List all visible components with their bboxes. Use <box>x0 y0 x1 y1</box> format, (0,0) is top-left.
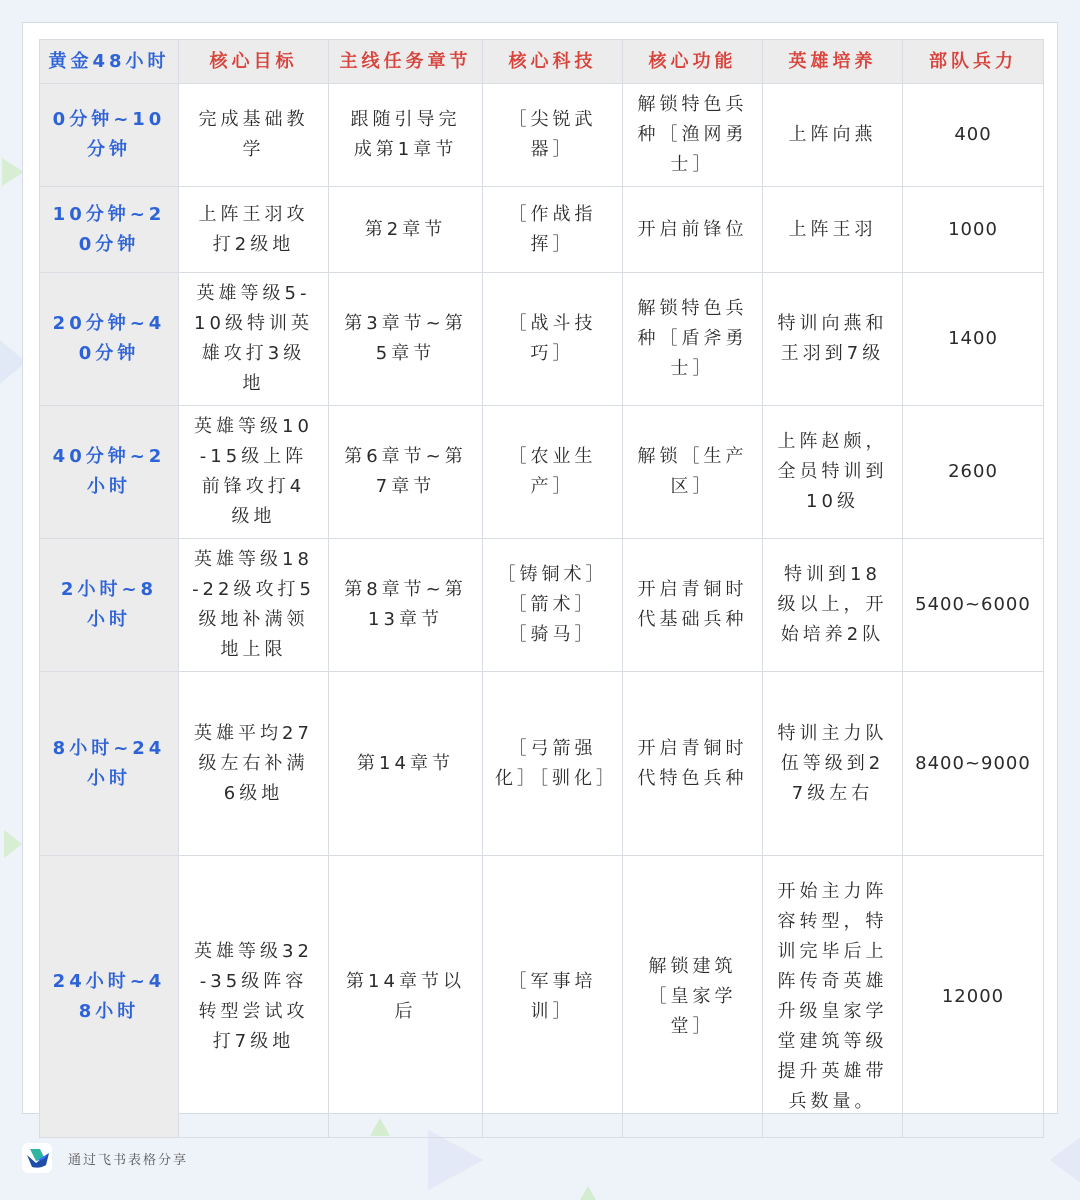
core-tech-cell: ［战斗技巧］ <box>483 273 623 406</box>
main-quest-cell: 第6章节~第7章节 <box>329 406 483 539</box>
table-row <box>40 539 1044 672</box>
main-quest-cell: 第14章节以后 <box>329 856 483 1138</box>
hero-training-cell: 特训主力队伍等级到27级左右 <box>763 672 903 856</box>
column-header-main-quest: 主线任务章节 <box>329 40 483 84</box>
troop-strength-cell: 5400~6000 <box>903 539 1044 672</box>
background-triangle-decoration <box>428 1130 484 1190</box>
time-cell: 0分钟~10分钟 <box>40 84 179 187</box>
troop-strength-cell: 12000 <box>903 856 1044 1138</box>
background-triangle-decoration <box>580 1186 596 1200</box>
core-function-cell: 解锁［生产区］ <box>623 406 763 539</box>
column-header-core-tech: 核心科技 <box>483 40 623 84</box>
hero-training-cell: 上阵向燕 <box>763 84 903 187</box>
hero-training-cell: 特训到18级以上，开始培养2队 <box>763 539 903 672</box>
feishu-logo-icon <box>22 1143 52 1173</box>
troop-strength-cell: 1000 <box>903 187 1044 273</box>
main-quest-cell: 第3章节~第5章节 <box>329 273 483 406</box>
time-cell: 24小时~48小时 <box>40 856 179 1138</box>
core-function-cell: 解锁特色兵种［渔网勇士］ <box>623 84 763 187</box>
main-quest-cell: 第14章节 <box>329 672 483 856</box>
core-function-cell: 解锁建筑［皇家学堂］ <box>623 856 763 1138</box>
hero-training-cell: 开始主力阵容转型，特训完毕后上阵传奇英雄升级皇家学堂建筑等级提升英雄带兵数量。 <box>763 856 903 1138</box>
background-triangle-decoration <box>4 830 22 858</box>
troop-strength-cell: 8400~9000 <box>903 672 1044 856</box>
core-goal-cell: 完成基础教学 <box>179 84 329 187</box>
core-function-cell: 开启前锋位 <box>623 187 763 273</box>
troop-strength-cell: 400 <box>903 84 1044 187</box>
core-goal-cell: 英雄平均27级左右补满6级地 <box>179 672 329 856</box>
background-triangle-decoration <box>2 158 24 186</box>
time-cell: 8小时~24小时 <box>40 672 179 856</box>
core-goal-cell: 英雄等级10-15级上阵前锋攻打4级地 <box>179 406 329 539</box>
time-cell: 2小时~8小时 <box>40 539 179 672</box>
column-header-hero-training: 英雄培养 <box>763 40 903 84</box>
table-row <box>40 273 1044 406</box>
core-goal-cell: 英雄等级5-10级特训英雄攻打3级地 <box>179 273 329 406</box>
main-quest-cell: 跟随引导完成第1章节 <box>329 84 483 187</box>
main-quest-cell: 第8章节~第13章节 <box>329 539 483 672</box>
share-via-feishu-text: 通过飞书表格分享 <box>68 1152 189 1168</box>
core-tech-cell: ［尖锐武器］ <box>483 84 623 187</box>
core-tech-cell: ［军事培训］ <box>483 856 623 1138</box>
hero-training-cell: 特训向燕和王羽到7级 <box>763 273 903 406</box>
table-header-row <box>40 40 1044 84</box>
shared-sheet-card <box>22 22 1058 1114</box>
troop-strength-cell: 1400 <box>903 273 1044 406</box>
core-function-cell: 开启青铜时代基础兵种 <box>623 539 763 672</box>
column-header-core-goal: 核心目标 <box>179 40 329 84</box>
table-row <box>40 672 1044 856</box>
golden-48-hours-table <box>39 39 1044 1138</box>
table-row <box>40 187 1044 273</box>
core-goal-cell: 英雄等级32-35级阵容转型尝试攻打7级地 <box>179 856 329 1138</box>
time-cell: 10分钟~20分钟 <box>40 187 179 273</box>
time-cell: 20分钟~40分钟 <box>40 273 179 406</box>
core-tech-cell: ［铸铜术］［箭术］［骑马］ <box>483 539 623 672</box>
hero-training-cell: 上阵王羽 <box>763 187 903 273</box>
hero-training-cell: 上阵赵颇，全员特训到10级 <box>763 406 903 539</box>
column-header-core-function: 核心功能 <box>623 40 763 84</box>
core-function-cell: 开启青铜时代特色兵种 <box>623 672 763 856</box>
core-tech-cell: ［弓箭强化］［驯化］ <box>483 672 623 856</box>
troop-strength-cell: 2600 <box>903 406 1044 539</box>
table-row <box>40 84 1044 187</box>
core-function-cell: 解锁特色兵种［盾斧勇士］ <box>623 273 763 406</box>
core-tech-cell: ［农业生产］ <box>483 406 623 539</box>
core-goal-cell: 上阵王羽攻打2级地 <box>179 187 329 273</box>
time-cell: 40分钟~2小时 <box>40 406 179 539</box>
main-quest-cell: 第2章节 <box>329 187 483 273</box>
table-row <box>40 856 1044 1138</box>
background-triangle-decoration <box>1050 1130 1080 1190</box>
table-row <box>40 406 1044 539</box>
share-footer <box>22 1142 188 1174</box>
column-header-troop-strength: 部队兵力 <box>903 40 1044 84</box>
core-goal-cell: 英雄等级18-22级攻打5级地补满领地上限 <box>179 539 329 672</box>
column-header-time: 黄金48小时 <box>40 40 179 84</box>
core-tech-cell: ［作战指挥］ <box>483 187 623 273</box>
